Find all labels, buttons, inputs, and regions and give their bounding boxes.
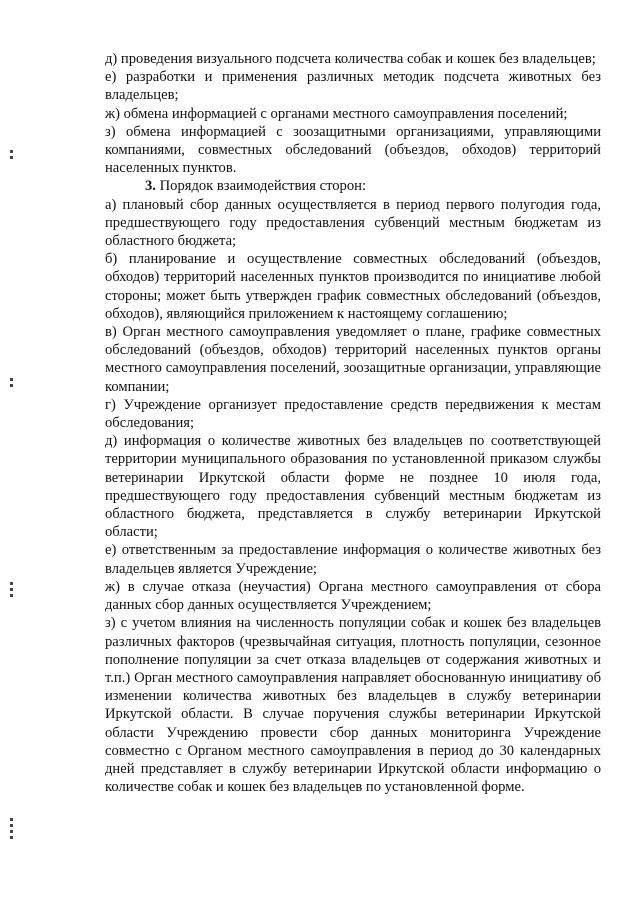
section-item-a: а) плановый сбор данных осуществляется в период первого полугодия года, предшествующего году предоставления субвенций местным бюджетам из областного бюджета; bbox=[105, 196, 601, 250]
list-item-z: з) обмена информацией с зоозащитными организациями, управляющими компаниями, совместных обследований (объездов, обходов) территорий населенных пунктов. bbox=[105, 123, 601, 177]
document-page bbox=[105, 50, 601, 796]
section-item-zh: ж) в случае отказа (неучастия) Органа местного самоуправления от сбора данных сбор данных осуществляется Учреждением; bbox=[105, 578, 601, 614]
binding-hole-mark bbox=[9, 582, 15, 600]
section-title: Порядок взаимодействия сторон: bbox=[159, 178, 367, 195]
list-item-d: д) проведения визуального подсчета количества собак и кошек без владельцев; bbox=[105, 51, 596, 67]
binding-hole-mark bbox=[9, 378, 15, 390]
section-item-d: д) информация о количестве животных без владельцев по соответствующей территории муниципального образования по установленной приказом службы ветеринарии Иркутской области форме не позднее 10 июля года, предшествующего году предоставления субвенций местным бюджетам из областного бюджета, представляется в службу ветеринарии Иркутской области; bbox=[105, 433, 601, 541]
section-number: 3. bbox=[145, 178, 156, 195]
section-item-v: в) Орган местного самоуправления уведомляет о плане, графике совместных обследований (объездов, обходов) территорий населенных пунктов органы местного самоуправления поселений, зоозащитные организации, управляющие компании; bbox=[105, 324, 601, 395]
section-item-b: б) планирование и осуществление совместных обследований (объездов, обходов) территорий населенных пунктов производится по инициативе любой стороны; может быть утвержден график совместных обследований (объездов, обходов), являющийся приложением к настоящему соглашению; bbox=[105, 251, 601, 322]
section-item-g: г) Учреждение организует предоставление средств передвижения к местам обследования; bbox=[105, 396, 601, 432]
section-item-z: з) с учетом влияния на численность популяции собак и кошек без владельцев различных факторов (чрезвычайная ситуация, плотность популяции, сезонное пополнение популяции за счет отказа владельцев от содержания животных и т.п.) Орган местного самоуправления направляет обоснованную инициативу об изменении количества животных без владельцев в службу ветеринарии Иркутской области. В случае поручения службы ветеринарии Иркутской области Учреждению провести сбор данных мониторинга Учреждение совместно с Органом местного самоуправления в период до 30 календарных дней представляет в службу ветеринарии Иркутской области информацию о количестве собак и кошек без владельцев по установленной форме. bbox=[105, 615, 601, 796]
list-item-e: е) разработки и применения различных методик подсчета животных без владельцев; bbox=[105, 69, 601, 104]
section-heading bbox=[105, 177, 601, 195]
section-item-e: е) ответственным за предоставление информация о количестве животных без владельцев является Учреждение; bbox=[105, 542, 601, 577]
list-item-zh: ж) обмена информацией с органами местного самоуправления поселений; bbox=[105, 105, 568, 122]
binding-hole-mark bbox=[9, 150, 15, 162]
binding-hole-mark bbox=[9, 818, 15, 842]
